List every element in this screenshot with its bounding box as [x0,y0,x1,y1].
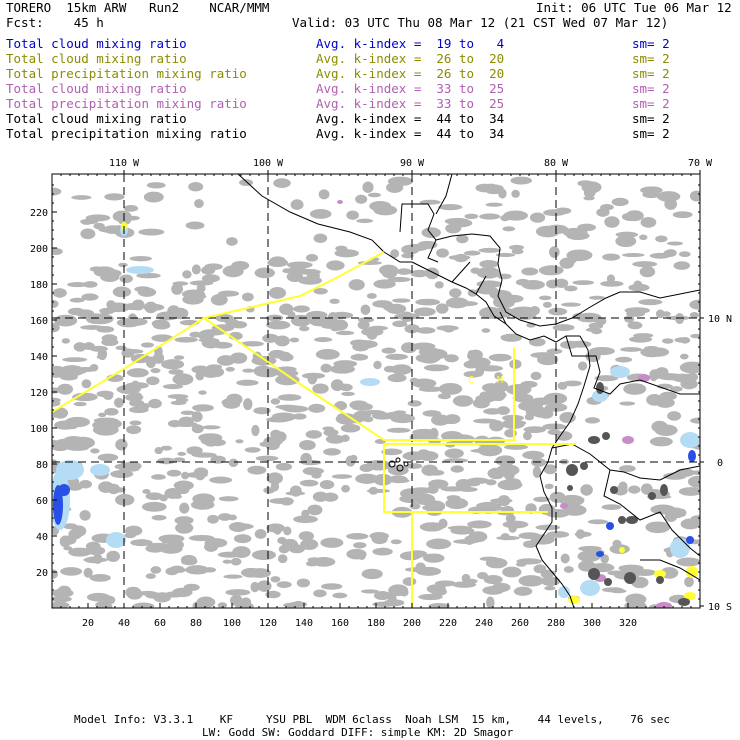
legend-name: Total precipitation mixing ratio [6,66,247,81]
x-tick-label: 40 [117,618,131,629]
legend-index: Avg. k-index = 44 to 34 [316,111,505,126]
x-tick-label: 260 [510,618,530,629]
x-tick-label: 300 [582,618,602,629]
x-tick-label: 200 [402,618,422,629]
legend-name: Total cloud mixing ratio [6,81,187,96]
longitude-label: 80 W [543,158,569,169]
latitude-label: 0 [716,458,724,469]
y-tick-label: 140 [29,352,48,363]
legend-sm: sm= 2 [632,36,670,51]
legend-index: Avg. k-index = 19 to 4 [316,36,505,51]
y-tick-label: 120 [29,388,48,399]
x-tick-label: 160 [330,618,350,629]
legend-sm: sm= 2 [632,96,670,111]
x-tick-label: 140 [294,618,314,629]
map-region-label: M [497,375,504,386]
legend-index: Avg. k-index = 33 to 25 [316,96,505,111]
legend-index: Avg. k-index = 44 to 34 [316,126,505,141]
x-tick-label: 240 [474,618,494,629]
y-tick-label: 20 [35,568,48,579]
y-tick-label: 160 [29,316,48,327]
x-tick-label: 280 [546,618,566,629]
legend-sm: sm= 2 [632,51,670,66]
legend-sm: sm= 2 [632,126,670,141]
x-tick-label: 180 [366,618,386,629]
y-tick-label: 100 [29,424,48,435]
header-model-run: TORERO 15km ARW Run2 NCAR/MMM [6,0,270,15]
legend-sm: sm= 2 [632,66,670,81]
longitude-label: 90 W [399,158,425,169]
x-tick-label: 220 [438,618,458,629]
x-tick-label: 20 [81,618,95,629]
footer-model-info: Model Info: V3.3.1 KF YSU PBL WDM 6class Noah LSM 15 km, 44 levels, 76 sec [74,713,671,726]
legend-name: Total cloud mixing ratio [6,51,187,66]
y-tick-label: 60 [35,496,48,507]
header-forecast-hour: Fcst: 45 h [6,15,104,30]
legend-name: Total cloud mixing ratio [6,111,187,126]
x-tick-label: 320 [618,618,638,629]
x-tick-label: 80 [189,618,203,629]
legend-index: Avg. k-index = 33 to 25 [316,81,505,96]
y-tick-label: 40 [35,532,48,543]
x-tick-label: 60 [153,618,167,629]
y-tick-label: 80 [35,460,48,471]
legend-name: Total cloud mixing ratio [6,36,187,51]
x-tick-label: 100 [222,618,242,629]
latitude-label: 10 S [707,602,733,613]
latitude-label: 10 N [707,314,733,325]
y-tick-label: 220 [29,208,48,219]
footer-physics-info: LW: Godd SW: Goddard DIFF: simple KM: 2D Smagor [202,726,514,739]
map-region-label: C [468,375,475,386]
y-tick-label: 180 [29,280,48,291]
legend-name: Total precipitation mixing ratio [6,126,247,141]
legend-sm: sm= 2 [632,81,670,96]
x-tick-label: 120 [258,618,278,629]
header-valid-time: Valid: 03 UTC Thu 08 Mar 12 (21 CST Wed 07 Mar 12) [292,15,669,30]
legend-index: Avg. k-index = 26 to 20 [316,51,505,66]
header-init-time: Init: 06 UTC Tue 06 Mar 12 [536,0,732,15]
longitude-label: 100 W [252,158,284,169]
legend-sm: sm= 2 [632,111,670,126]
longitude-label: 110 W [108,158,140,169]
longitude-label: 70 W [687,158,713,169]
legend-index: Avg. k-index = 26 to 20 [316,66,505,81]
legend-name: Total precipitation mixing ratio [6,96,247,111]
y-tick-label: 200 [29,244,48,255]
